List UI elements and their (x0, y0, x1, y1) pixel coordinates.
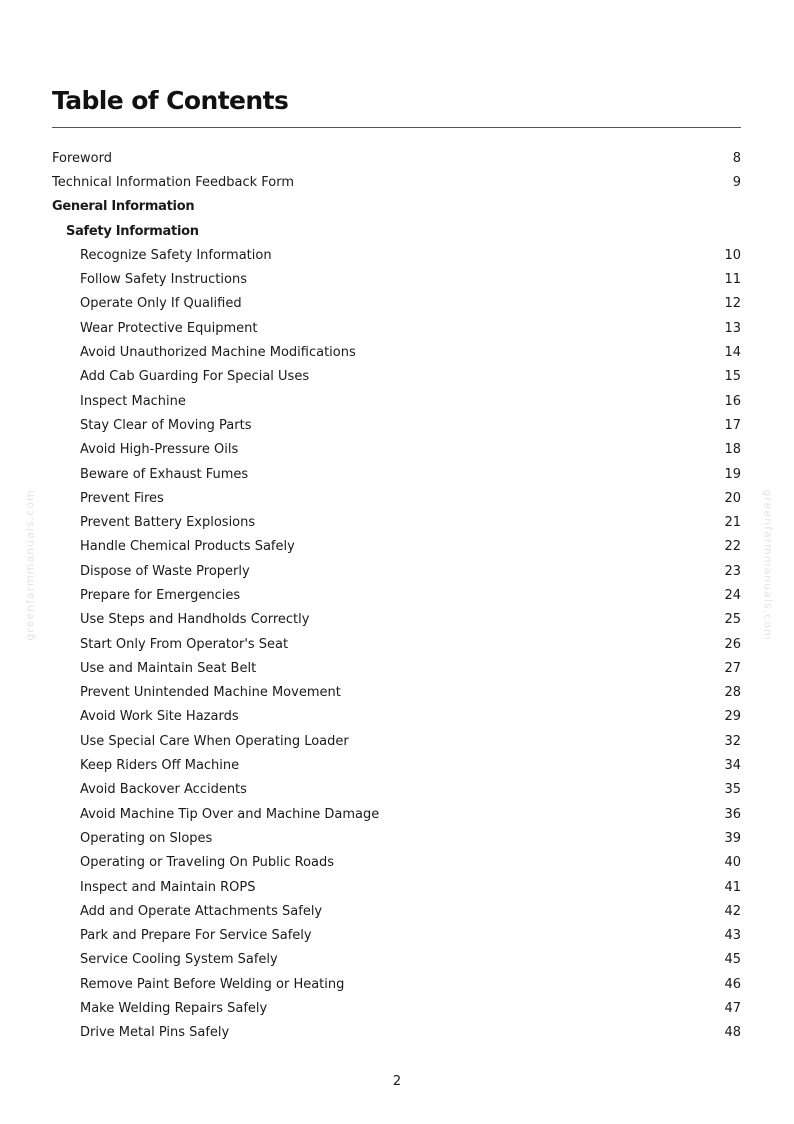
toc-entry[interactable] (52, 340, 741, 364)
toc-entry[interactable] (52, 535, 741, 559)
toc-entry-page-number: 27 (724, 660, 741, 676)
toc-entry[interactable] (52, 948, 741, 972)
toc-entry[interactable] (52, 559, 741, 583)
toc-entry-label: Stay Clear of Moving Parts (80, 417, 252, 433)
toc-entry-label: Start Only From Operator's Seat (80, 636, 289, 652)
toc-entry[interactable] (52, 292, 741, 316)
toc-entry[interactable] (52, 170, 741, 194)
toc-entry-label: General Information (52, 199, 195, 215)
toc-entry-page-number: 17 (724, 417, 741, 433)
page-title: Table of Contents (52, 86, 289, 115)
toc-entry-label: Avoid High-Pressure Oils (80, 442, 239, 458)
toc-entry[interactable] (52, 632, 741, 656)
toc-entry-label: Recognize Safety Information (80, 247, 272, 263)
toc-entry-label: Add and Operate Attachments Safely (80, 903, 323, 919)
toc-entry-page-number: 16 (724, 393, 741, 409)
toc-entry[interactable] (52, 510, 741, 534)
toc-entry-page-number: 26 (724, 636, 741, 652)
toc-entry[interactable] (52, 486, 741, 510)
toc-entry-label: Avoid Work Site Hazards (80, 709, 239, 725)
toc-entry-page-number: 35 (724, 782, 741, 798)
toc-entry[interactable] (52, 924, 741, 948)
toc-entry-page-number: 32 (724, 733, 741, 749)
toc-entry-label: Technical Information Feedback Form (52, 174, 294, 190)
title-divider (52, 127, 741, 128)
toc-entry-label: Dispose of Waste Properly (80, 563, 250, 579)
toc-entry-page-number: 47 (724, 1001, 741, 1017)
toc-section-heading (52, 219, 741, 243)
toc-entry[interactable] (52, 996, 741, 1020)
toc-entry-page-number: 21 (724, 515, 741, 531)
toc-entry[interactable] (52, 583, 741, 607)
toc-entry-page-number: 28 (724, 685, 741, 701)
toc-entry-page-number: 29 (724, 709, 741, 725)
toc-entry-label: Remove Paint Before Welding or Heating (80, 976, 345, 992)
toc-entry[interactable] (52, 705, 741, 729)
toc-entry[interactable] (52, 802, 741, 826)
toc-entry-page-number: 13 (724, 320, 741, 336)
toc-entry-label: Prepare for Emergencies (80, 587, 241, 603)
toc-entry-label: Use Special Care When Operating Loader (80, 733, 349, 749)
watermark-left: greenfarmmanuals.com (23, 489, 37, 641)
watermark-right: greenfarmmanuals.com (761, 489, 775, 641)
toc-entry-page-number: 45 (724, 952, 741, 968)
toc-entry-page-number: 12 (724, 296, 741, 312)
toc-entry-label: Add Cab Guarding For Special Uses (80, 369, 310, 385)
toc-entry[interactable] (52, 972, 741, 996)
toc-section-heading (52, 195, 741, 219)
toc-entry-page-number: 14 (724, 345, 741, 361)
toc-entry-page-number: 48 (724, 1025, 741, 1041)
toc-entry-page-number: 23 (724, 563, 741, 579)
toc-entry-label: Inspect and Maintain ROPS (80, 879, 256, 895)
toc-entry-label: Safety Information (66, 223, 199, 239)
toc-entry-page-number: 11 (724, 272, 741, 288)
toc-entry-label: Foreword (52, 150, 112, 166)
toc-entry-label: Prevent Fires (80, 490, 164, 506)
toc-entry-label: Handle Chemical Products Safely (80, 539, 295, 555)
toc-entry-page-number: 36 (724, 806, 741, 822)
toc-entry-page-number: 40 (724, 855, 741, 871)
toc-entry[interactable] (52, 438, 741, 462)
toc-entry-label: Avoid Unauthorized Machine Modifications (80, 345, 356, 361)
toc-entry[interactable] (52, 899, 741, 923)
toc-entry-page-number: 25 (724, 612, 741, 628)
toc-entry[interactable] (52, 656, 741, 680)
toc-entry[interactable] (52, 851, 741, 875)
toc-entry-label: Inspect Machine (80, 393, 186, 409)
toc-entry[interactable] (52, 778, 741, 802)
toc-entry-label: Operate Only If Qualified (80, 296, 242, 312)
toc-entry[interactable] (52, 413, 741, 437)
toc-entry[interactable] (52, 243, 741, 267)
toc-entry-page-number: 18 (724, 442, 741, 458)
toc-entry-page-number: 41 (724, 879, 741, 895)
toc-entry-page-number: 39 (724, 830, 741, 846)
toc-entry[interactable] (52, 146, 741, 170)
toc-entry-label: Operating on Slopes (80, 830, 213, 846)
toc-entry-page-number: 9 (732, 174, 741, 190)
toc-entry[interactable] (52, 267, 741, 291)
toc-entry[interactable] (52, 462, 741, 486)
toc-entry-page-number: 42 (724, 903, 741, 919)
toc-entry-label: Beware of Exhaust Fumes (80, 466, 249, 482)
toc-entry[interactable] (52, 826, 741, 850)
toc-entry-label: Follow Safety Instructions (80, 272, 247, 288)
page-number: 2 (392, 1074, 402, 1089)
toc-entry[interactable] (52, 316, 741, 340)
toc-entry-page-number: 8 (732, 150, 741, 166)
toc-entry[interactable] (52, 1021, 741, 1045)
toc-entry-page-number: 10 (724, 247, 741, 263)
toc-entry[interactable] (52, 389, 741, 413)
toc-entry-label: Park and Prepare For Service Safely (80, 928, 312, 944)
toc-entry-label: Keep Riders Off Machine (80, 758, 240, 774)
toc-list (52, 146, 741, 1045)
toc-entry-label: Prevent Battery Explosions (80, 515, 256, 531)
toc-entry[interactable] (52, 875, 741, 899)
toc-entry[interactable] (52, 681, 741, 705)
toc-entry-label: Wear Protective Equipment (80, 320, 258, 336)
toc-entry-label: Operating or Traveling On Public Roads (80, 855, 335, 871)
toc-entry-page-number: 24 (724, 587, 741, 603)
toc-entry-page-number: 46 (724, 976, 741, 992)
toc-entry-label: Avoid Machine Tip Over and Machine Damage (80, 806, 380, 822)
toc-entry[interactable] (52, 753, 741, 777)
toc-entry-page-number: 43 (724, 928, 741, 944)
toc-entry-page-number: 20 (724, 490, 741, 506)
toc-entry-label: Make Welding Repairs Safely (80, 1001, 268, 1017)
toc-entry-page-number: 34 (724, 758, 741, 774)
toc-entry-label: Drive Metal Pins Safely (80, 1025, 230, 1041)
toc-entry[interactable] (52, 729, 741, 753)
toc-entry[interactable] (52, 365, 741, 389)
toc-entry[interactable] (52, 608, 741, 632)
toc-entry-label: Avoid Backover Accidents (80, 782, 247, 798)
toc-entry-page-number: 22 (724, 539, 741, 555)
toc-entry-label: Use Steps and Handholds Correctly (80, 612, 310, 628)
toc-entry-label: Prevent Unintended Machine Movement (80, 685, 341, 701)
toc-entry-page-number: 15 (724, 369, 741, 385)
toc-entry-label: Use and Maintain Seat Belt (80, 660, 257, 676)
toc-entry-page-number: 19 (724, 466, 741, 482)
toc-entry-label: Service Cooling System Safely (80, 952, 278, 968)
